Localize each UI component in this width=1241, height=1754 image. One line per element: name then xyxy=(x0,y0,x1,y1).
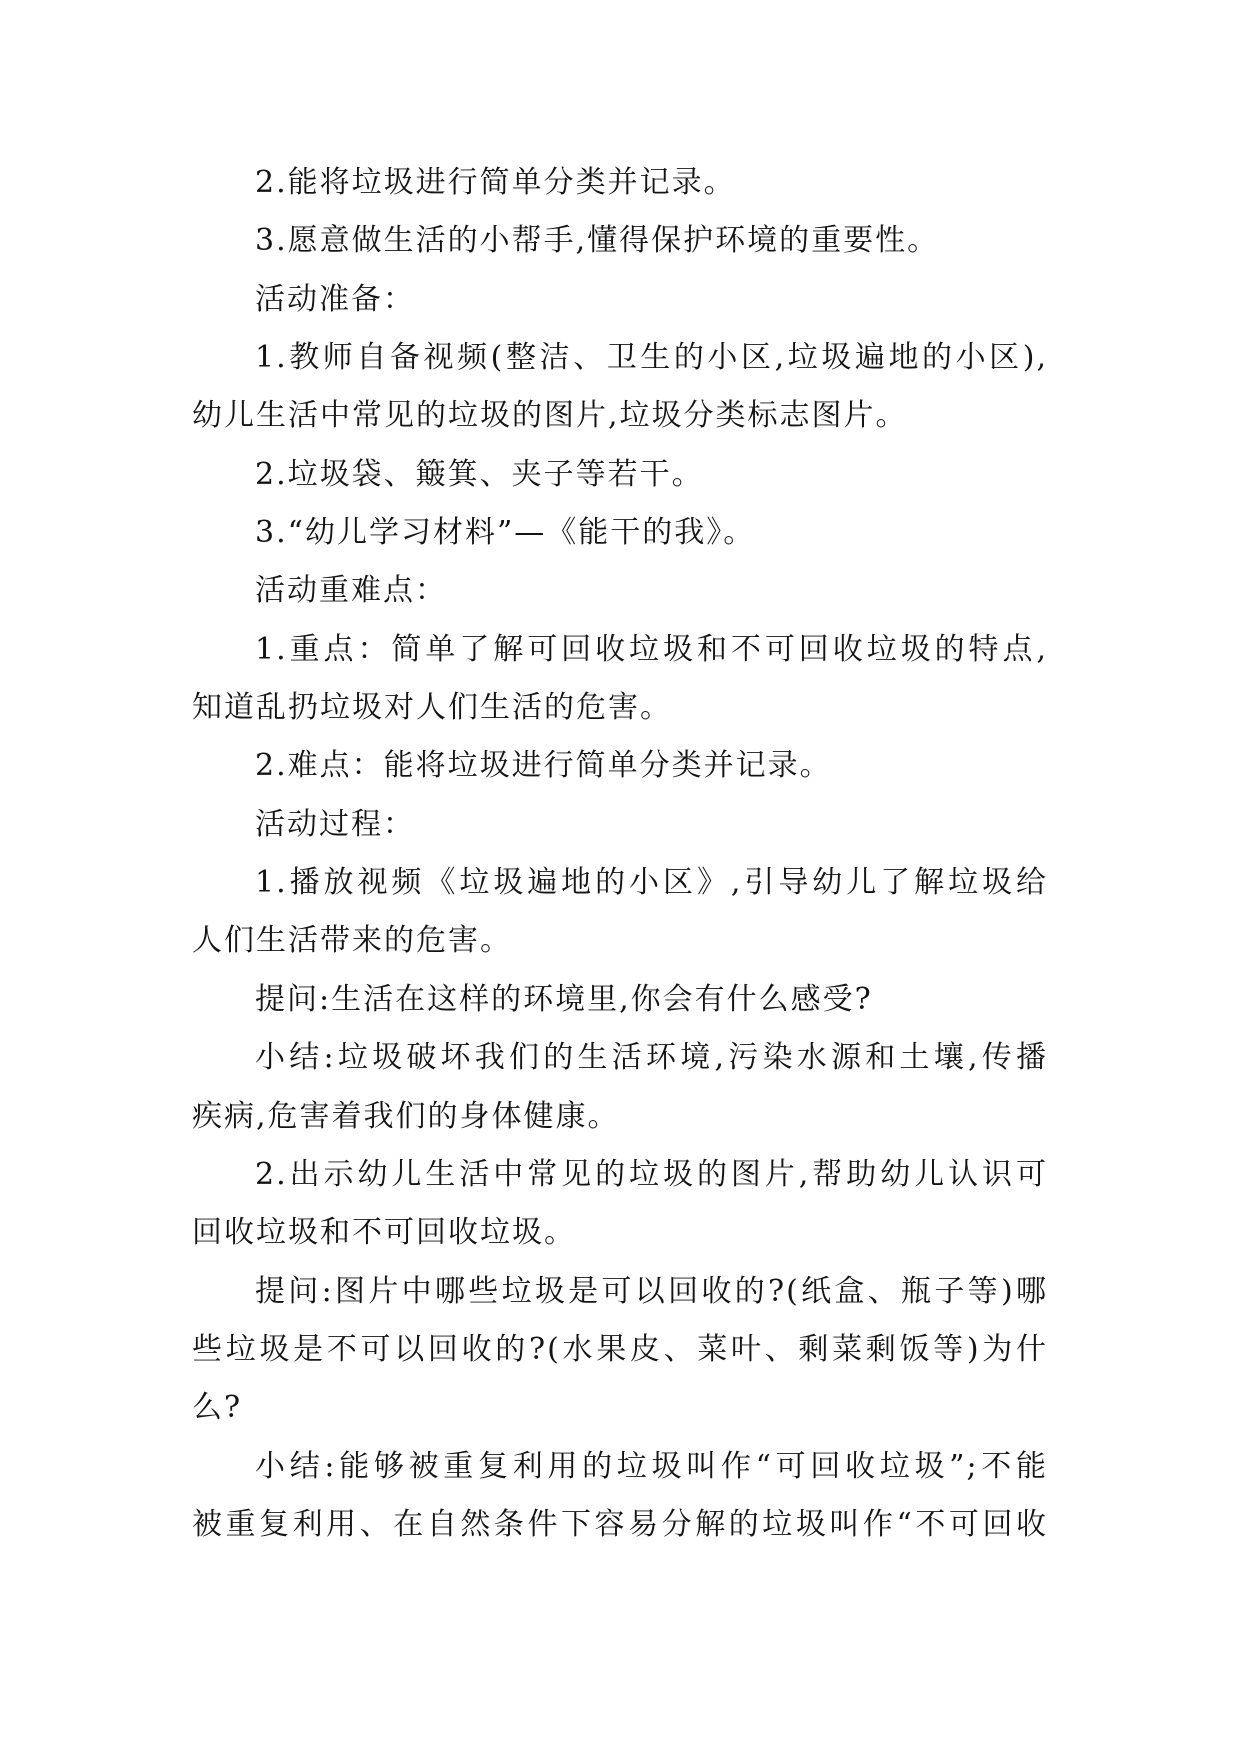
section-heading xyxy=(192,562,1048,620)
paragraph xyxy=(192,212,1048,270)
text-line: 2.垃圾袋、簸箕、夹子等若干。 xyxy=(255,456,704,492)
text-line: 1.重点：简单了解可回收垃圾和不可回收垃圾的特点, xyxy=(255,631,1048,667)
paragraph xyxy=(192,329,1048,446)
paragraph xyxy=(192,154,1048,212)
paragraph xyxy=(192,854,1048,971)
paragraph xyxy=(192,1146,1048,1263)
paragraph xyxy=(192,621,1048,738)
text-line: 2.能将垃圾进行简单分类并记录。 xyxy=(255,165,736,200)
text-line: 1.播放视频《垃圾遍地的小区》,引导幼儿了解垃圾给 xyxy=(255,865,1048,901)
text-line: 小结:垃圾破坏我们的生活环境,污染水源和土壤,传播 xyxy=(255,1040,1048,1076)
text-line: 知道乱扔垃圾对人们生活的危害。 xyxy=(192,690,672,726)
paragraph xyxy=(192,737,1048,795)
paragraph xyxy=(192,1438,1048,1555)
text-line: 1.教师自备视频(整洁、卫生的小区,垃圾遍地的小区), xyxy=(255,340,1048,376)
section-heading-text: 活动过程： xyxy=(255,806,415,842)
text-line: 人们生活带来的危害。 xyxy=(192,923,512,959)
text-line: 些垃圾是不可以回收的?(水果皮、菜叶、剩菜剩饭等)为什 xyxy=(192,1331,1048,1367)
text-line: 2.难点：能将垃圾进行简单分类并记录。 xyxy=(255,748,832,784)
section-heading xyxy=(192,271,1048,329)
text-line: 提问:生活在这样的环境里,你会有什么感受? xyxy=(255,981,873,1017)
section-heading-text: 活动重难点： xyxy=(255,573,447,609)
paragraph xyxy=(192,1029,1048,1146)
document-body xyxy=(192,154,1048,1554)
text-line: 回收垃圾和不可回收垃圾。 xyxy=(192,1215,576,1251)
text-line: 疾病,危害着我们的身体健康。 xyxy=(192,1098,620,1134)
text-line: 么? xyxy=(192,1390,243,1426)
paragraph xyxy=(192,971,1048,1029)
text-line: 3.愿意做生活的小帮手,懂得保护环境的重要性。 xyxy=(255,223,940,259)
paragraph xyxy=(192,1263,1048,1438)
text-line: 小结:能够被重复利用的垃圾叫作“可回收垃圾”;不能 xyxy=(255,1448,1048,1484)
text-line: 提问:图片中哪些垃圾是可以回收的?(纸盒、瓶子等)哪 xyxy=(255,1273,1048,1309)
paragraph xyxy=(192,446,1048,504)
text-line: 2.出示幼儿生活中常见的垃圾的图片,帮助幼儿认识可 xyxy=(255,1156,1048,1192)
text-line: 幼儿生活中常见的垃圾的图片,垃圾分类标志图片。 xyxy=(192,398,908,434)
section-heading xyxy=(192,796,1048,854)
paragraph xyxy=(192,504,1048,562)
text-line: 被重复利用、在自然条件下容易分解的垃圾叫作“不可回收 xyxy=(192,1506,1048,1542)
section-heading-text: 活动准备： xyxy=(255,281,415,317)
text-line: 3.“幼儿学习材料”—《能干的我》。 xyxy=(255,515,756,551)
